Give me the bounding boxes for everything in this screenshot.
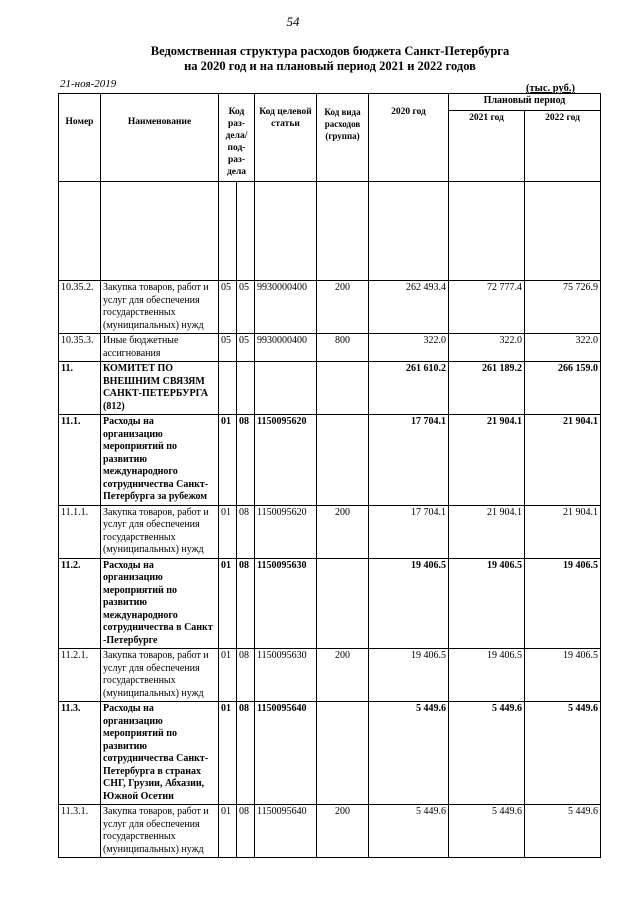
row-subsection-code: 08 xyxy=(237,558,255,649)
row-name: Закупка товаров, работ и услуг для обеспечения государственных (муниципальных) нужд xyxy=(101,649,219,702)
budget-table xyxy=(58,93,601,858)
row-name: КОМИТЕТ ПО ВНЕШНИМ СВЯЗЯМ САНКТ-ПЕТЕРБУРГА (812) xyxy=(101,362,219,415)
row-section-code: 01 xyxy=(219,415,237,506)
header-plan-period: Плановый период xyxy=(449,94,601,111)
row-amount-2022: 5 449.6 xyxy=(525,702,601,805)
row-amount-2020: 261 610.2 xyxy=(369,362,449,415)
row-name: Закупка товаров, работ и услуг для обеспечения государственных (муниципальных) нужд xyxy=(101,805,219,858)
row-name: Закупка товаров, работ и услуг для обеспечения государственных (муниципальных) нужд xyxy=(101,505,219,558)
row-expense-type-code: 200 xyxy=(317,505,369,558)
row-number: 11.2.1. xyxy=(59,649,101,702)
header-2020: 2020 год xyxy=(369,94,449,182)
row-section-code: 01 xyxy=(219,805,237,858)
row-target-code xyxy=(255,362,317,415)
row-amount-2022: 266 159.0 xyxy=(525,362,601,415)
table-row xyxy=(59,281,601,334)
row-section-code: 01 xyxy=(219,702,237,805)
header-gap-row xyxy=(59,182,601,281)
row-section-code: 01 xyxy=(219,505,237,558)
row-subsection-code: 05 xyxy=(237,334,255,362)
header-expense-type-code: Код вида расходов (группа) xyxy=(317,94,369,182)
document-date: 21-ноя-2019 xyxy=(60,78,117,90)
row-subsection-code: 08 xyxy=(237,505,255,558)
row-amount-2022: 19 406.5 xyxy=(525,558,601,649)
row-amount-2021: 72 777.4 xyxy=(449,281,525,334)
row-section-code: 05 xyxy=(219,281,237,334)
row-amount-2020: 5 449.6 xyxy=(369,702,449,805)
row-target-code: 9930000400 xyxy=(255,281,317,334)
row-amount-2022: 322.0 xyxy=(525,334,601,362)
row-amount-2021: 19 406.5 xyxy=(449,649,525,702)
row-amount-2020: 19 406.5 xyxy=(369,649,449,702)
table-row xyxy=(59,558,601,649)
row-number: 11.2. xyxy=(59,558,101,649)
row-name: Расходы на организацию мероприятий по развитию сотрудничества Санкт-Петербурга в странах СНГ, Грузии, Абхазии, Южной Осетии xyxy=(101,702,219,805)
row-name: Закупка товаров, работ и услуг для обеспечения государственных (муниципальных) нужд xyxy=(101,281,219,334)
header-number: Номер xyxy=(59,94,101,182)
row-amount-2020: 17 704.1 xyxy=(369,505,449,558)
budget-table-container xyxy=(58,93,600,855)
header-name: Наименование xyxy=(101,94,219,182)
row-amount-2021: 322.0 xyxy=(449,334,525,362)
row-amount-2022: 21 904.1 xyxy=(525,505,601,558)
row-amount-2021: 21 904.1 xyxy=(449,415,525,506)
title-line-1: Ведомственная структура расходов бюджета Санкт-Петербурга xyxy=(150,44,510,58)
row-number: 10.35.3. xyxy=(59,334,101,362)
row-section-code: 05 xyxy=(219,334,237,362)
row-target-code: 9930000400 xyxy=(255,334,317,362)
row-number: 11.3. xyxy=(59,702,101,805)
row-number: 11.1. xyxy=(59,415,101,506)
row-target-code: 1150095640 xyxy=(255,702,317,805)
row-amount-2020: 322.0 xyxy=(369,334,449,362)
units-label: (тыс. руб.) xyxy=(526,83,575,94)
row-amount-2020: 262 493.4 xyxy=(369,281,449,334)
row-amount-2021: 19 406.5 xyxy=(449,558,525,649)
row-amount-2020: 5 449.6 xyxy=(369,805,449,858)
row-amount-2020: 17 704.1 xyxy=(369,415,449,506)
row-subsection-code: 08 xyxy=(237,649,255,702)
row-target-code: 1150095620 xyxy=(255,505,317,558)
row-expense-type-code xyxy=(317,702,369,805)
row-amount-2022: 75 726.9 xyxy=(525,281,601,334)
header-2021: 2021 год xyxy=(449,111,525,182)
page-number: 54 xyxy=(286,14,300,29)
row-amount-2021: 261 189.2 xyxy=(449,362,525,415)
row-section-code: 01 xyxy=(219,558,237,649)
row-number: 11.3.1. xyxy=(59,805,101,858)
row-name: Расходы на организацию мероприятий по развитию международного сотрудничества в Санкт -Петербурге xyxy=(101,558,219,649)
row-subsection-code xyxy=(237,362,255,415)
row-expense-type-code: 200 xyxy=(317,649,369,702)
row-target-code: 1150095640 xyxy=(255,805,317,858)
row-name: Иные бюджетные ассигнования xyxy=(101,334,219,362)
row-target-code: 1150095620 xyxy=(255,415,317,506)
header-2022: 2022 год xyxy=(525,111,601,182)
row-expense-type-code xyxy=(317,362,369,415)
table-row xyxy=(59,505,601,558)
row-amount-2022: 21 904.1 xyxy=(525,415,601,506)
row-number: 11. xyxy=(59,362,101,415)
table-row xyxy=(59,702,601,805)
header-target-code: Код целевой статьи xyxy=(255,94,317,182)
row-amount-2021: 5 449.6 xyxy=(449,702,525,805)
row-subsection-code: 05 xyxy=(237,281,255,334)
table-row xyxy=(59,649,601,702)
row-subsection-code: 08 xyxy=(237,415,255,506)
title-line-2: на 2020 год и на плановый период 2021 и 2022 годов xyxy=(184,59,476,73)
row-expense-type-code: 200 xyxy=(317,805,369,858)
table-row xyxy=(59,334,601,362)
header-section-code: Код раз-дела/ под-раз-дела xyxy=(219,94,255,182)
row-number: 10.35.2. xyxy=(59,281,101,334)
table-row xyxy=(59,362,601,415)
row-expense-type-code: 800 xyxy=(317,334,369,362)
row-target-code: 1150095630 xyxy=(255,649,317,702)
row-amount-2022: 5 449.6 xyxy=(525,805,601,858)
row-expense-type-code xyxy=(317,415,369,506)
table-row xyxy=(59,805,601,858)
table-body xyxy=(59,182,601,858)
row-amount-2021: 21 904.1 xyxy=(449,505,525,558)
row-subsection-code: 08 xyxy=(237,702,255,805)
row-section-code xyxy=(219,362,237,415)
row-expense-type-code: 200 xyxy=(317,281,369,334)
row-target-code: 1150095630 xyxy=(255,558,317,649)
row-number: 11.1.1. xyxy=(59,505,101,558)
row-amount-2022: 19 406.5 xyxy=(525,649,601,702)
row-amount-2021: 5 449.6 xyxy=(449,805,525,858)
row-name: Расходы на организацию мероприятий по развитию международного сотрудничества Санкт-Петербурга за рубежом xyxy=(101,415,219,506)
row-amount-2020: 19 406.5 xyxy=(369,558,449,649)
row-subsection-code: 08 xyxy=(237,805,255,858)
document-title xyxy=(100,44,560,74)
table-row xyxy=(59,415,601,506)
row-section-code: 01 xyxy=(219,649,237,702)
row-expense-type-code xyxy=(317,558,369,649)
